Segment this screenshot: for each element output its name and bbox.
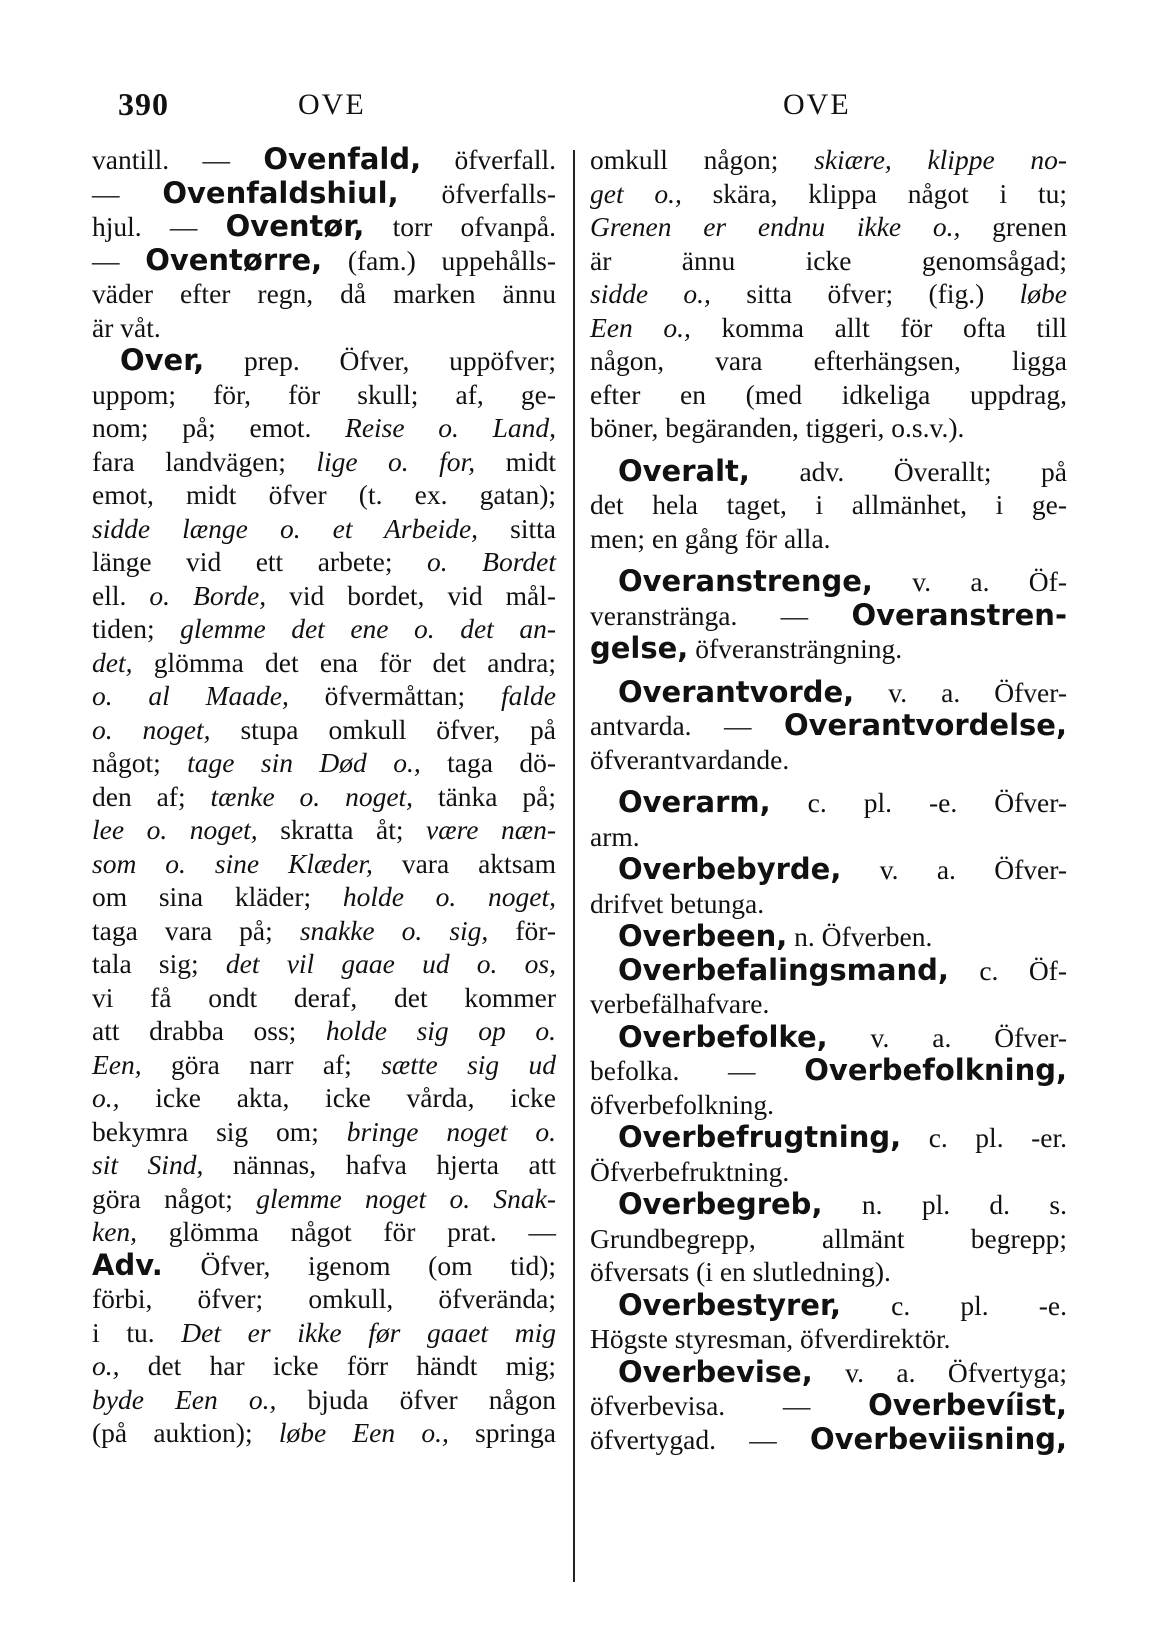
headword: Over, [120,343,205,377]
example-phrase: skiære, klippe no- [814,144,1067,175]
line-text: drifvet betunga. [590,887,765,919]
example-phrase: løbe Een o., [278,1417,449,1448]
line-text: efter en (med idkeliga uppdrag, [590,378,1067,410]
dictionary-line [590,676,1067,710]
line-text: taga dö- [420,747,556,778]
line-text: göra narr af; [141,1048,382,1080]
line-text: icke akta, icke vårda, icke [119,1082,556,1113]
line-text: Öfver, igenom (om tid); [162,1249,556,1281]
line-text: är ännu icke genomsågad; [590,244,1067,276]
line-text: vantill. — [92,144,264,175]
line-text: n. pl. d. s. [822,1189,1067,1220]
example-phrase: som o. sine Klæder, [92,847,373,879]
dictionary-line [590,1389,1067,1423]
example-phrase: glemme det ene o. det an- [180,613,556,644]
dictionary-line [92,579,556,613]
example-phrase: holde o. noget, [342,881,556,912]
line-text: ell. [92,579,150,611]
dictionary-line [92,1383,556,1417]
dictionary-line [92,679,556,713]
dictionary-line [92,1416,556,1450]
dictionary-line [590,522,1067,556]
line-text: taga vara på; [92,914,300,946]
line-text: öfverantvardande. [590,743,790,775]
headword: Overbefolke, [618,1019,828,1054]
line-text: fara landvägen; [92,445,317,477]
headword: gelse, [590,631,689,665]
example-phrase: tage sin Død o., [187,747,421,778]
line-text: öfverbevisa. — [590,1390,869,1421]
dictionary-line [92,780,556,814]
line-text: c. pl. -e. Öfver- [770,787,1067,818]
line-text: Högste styresman, öfverdirektör. [590,1323,951,1354]
dictionary-line [92,646,556,680]
example-phrase: o. al Maade, [92,680,289,711]
example-phrase: byde Een o., [92,1383,277,1415]
dictionary-line [590,987,1067,1021]
example-phrase: være næn- [426,814,556,845]
line-text: öfvermåttan; [288,680,501,711]
dictionary-line [590,599,1067,633]
dictionary-line [92,880,556,914]
line-text: väder efter regn, då marken ännu [92,278,556,309]
example-phrase: holde sig op o. [325,1015,556,1046]
dictionary-line [92,445,556,479]
dictionary-line [92,1148,556,1182]
dictionary-line [590,887,1067,921]
line-text: öfverfall. [421,144,556,175]
line-text: vid bordet, vid mål- [266,579,556,611]
line-text: — [92,244,146,276]
dictionary-line [590,632,1067,666]
dictionary-line [590,1021,1067,1055]
line-text: glömma det ena för det andra; [132,646,556,678]
example-phrase: Det er ikke før gaaet mig [181,1316,557,1348]
line-text: arm. [590,820,640,852]
dictionary-line [92,277,556,311]
column-divider [573,150,575,1582]
example-phrase: det vil gaae ud o. os, [225,948,556,979]
example-phrase: tænke o. noget, [210,780,414,812]
headword: Overbefalingsmand, [618,952,949,987]
example-phrase: o. Bordet [427,546,556,577]
dictionary-line [590,743,1067,777]
left-column [92,143,556,1450]
example-phrase: Een, [92,1048,142,1080]
line-text: adv. Överallt; på [749,455,1067,487]
example-phrase: bringe noget o. [346,1115,556,1147]
line-text: verbefälhafvare. [590,988,770,1019]
line-text: antvarda. — [590,710,784,741]
dictionary-line [590,786,1067,820]
example-phrase: o., [92,1350,120,1381]
line-text: något; [92,747,188,778]
line-text: — [92,177,163,209]
dictionary-line [590,1255,1067,1289]
example-phrase: sidde længe o. et Arbeide, [92,512,479,544]
dictionary-line [590,1088,1067,1122]
headword: Overanstren- [851,597,1067,632]
page-number: 390 [118,86,169,122]
dictionary-line [92,1014,556,1048]
line-text: förbi, öfver; omkull, öfverända; [92,1283,556,1314]
line-text: midt [475,445,556,477]
line-text: men; en gång för alla. [590,522,831,554]
line-text: öfveransträngning. [688,633,903,664]
line-text: tala sig; [92,948,226,979]
dictionary-line [92,713,556,747]
line-text: öfverbefolkning. [590,1088,775,1120]
example-phrase: lee o. noget, [92,814,258,845]
dictionary-line [590,1188,1067,1222]
headword: Adv. [92,1247,163,1282]
line-text: göra något; [92,1182,257,1214]
dictionary-line [590,344,1067,378]
example-phrase: o. noget, [92,713,211,745]
line-text: v. a. Öfver- [827,1021,1067,1053]
line-text: vi få ondt deraf, det kommer [92,981,556,1013]
example-phrase: sit Sind, [92,1149,204,1180]
line-text: är våt. [92,311,161,343]
dictionary-line [590,411,1067,445]
dictionary-line [92,1182,556,1216]
dictionary-line [590,853,1067,887]
dictionary-line [590,244,1067,278]
dictionary-line [92,478,556,512]
line-text: uppom; för, för skull; af, ge- [92,378,556,410]
dictionary-line [92,244,556,278]
running-head-left: OVE [298,88,366,121]
dictionary-line [92,1349,556,1383]
line-text: prep. Öfver, uppöfver; [204,345,556,376]
example-phrase: glemme noget o. Snak- [256,1182,556,1214]
line-text: länge vid ett arbete; [92,546,428,577]
line-text: skära, klippa något i tu; [681,177,1067,209]
line-text: glömma något för prat. — [137,1216,556,1247]
headword: Overbeen, [618,919,788,953]
dictionary-line [92,1048,556,1082]
line-text: sitta [478,512,556,544]
line-text: c. pl. -er. [901,1122,1067,1153]
line-text: vara aktsam [372,847,556,879]
line-text: torr ofvanpå. [364,211,556,242]
line-text: om sina kläder; [92,881,343,912]
headword: Overbevise, [618,1354,813,1389]
dictionary-line [92,1249,556,1283]
line-text: Öfverbefruktning. [590,1155,790,1187]
line-text: böner, begäranden, tiggeri, o.s.v.). [590,412,965,443]
headword: Ovenfaldshiul, [162,175,399,210]
dictionary-line [590,565,1067,599]
dictionary-line [590,820,1067,854]
dictionary-line [590,709,1067,743]
line-text: öfversats (i en slutledning). [590,1256,891,1287]
headword: Overbegreb, [618,1187,823,1221]
line-text: omkull någon; [590,144,815,175]
line-text: någon, vara efterhängsen, ligga [590,345,1067,376]
dictionary-line [590,1054,1067,1088]
line-text: (på auktion); [92,1417,279,1448]
line-text: n. Öfverben. [787,921,933,952]
line-text: stupa omkull öfver, på [210,713,556,745]
dictionary-line [590,1322,1067,1356]
dictionary-line [92,311,556,345]
line-text: skratta åt; [257,814,427,845]
example-phrase: Een o., [590,311,691,343]
line-text: att drabba oss; [92,1015,326,1046]
line-text: springa [448,1417,556,1448]
running-head-right: OVE [783,88,851,121]
line-text: veranstränga. — [590,599,852,631]
dictionary-line [92,1115,556,1149]
dictionary-line [92,1316,556,1350]
headword: Overbefrugtning, [618,1120,902,1154]
dictionary-line [92,1215,556,1249]
dictionary-line [92,210,556,244]
example-phrase: lige o. for, [316,445,476,477]
example-phrase: get o., [590,177,682,209]
headword: Overbestyrer, [618,1287,842,1322]
dictionary-line [92,411,556,445]
line-text: den af; [92,780,211,812]
dictionary-line [590,277,1067,311]
line-text: befolka. — [590,1055,805,1086]
dictionary-line [590,1222,1067,1256]
line-text: v. a. Öfver- [854,676,1067,708]
example-phrase: ken, [92,1216,138,1247]
dictionary-line [590,1423,1067,1457]
dictionary-line [92,612,556,646]
dictionary-line [92,947,556,981]
dictionary-line [590,488,1067,522]
line-text: v. a. Öfver- [841,854,1067,885]
dictionary-line [92,378,556,412]
dictionary-line [92,344,556,378]
line-text: c. pl. -e. [841,1289,1067,1321]
dictionary-line [590,1121,1067,1155]
headword: Overantvordelse, [783,708,1067,742]
example-phrase: det, [92,646,133,678]
example-phrase: løbe [1019,278,1067,309]
headword: Overalt, [618,453,750,488]
headword: Oventørre, [145,242,323,277]
dictionary-line [590,1356,1067,1390]
dictionary-line [92,847,556,881]
headword: Overbebyrde, [618,852,842,886]
line-text: för- [488,914,556,946]
headword: Overbeviisning, [809,1421,1067,1456]
dictionary-line [92,981,556,1015]
line-text: tänka på; [413,780,557,812]
headword: Overbevíist, [868,1388,1067,1422]
dictionary-line [590,1289,1067,1323]
line-text: v. a. Öf- [872,566,1067,597]
dictionary-line [92,914,556,948]
dictionary-line [590,143,1067,177]
line-text: grenen [960,211,1067,242]
line-text: v. a. Öfvertyga; [812,1356,1067,1388]
headword: Oventør, [225,209,365,243]
headword: Overbefolkning, [804,1053,1067,1087]
headword: Overarm, [618,785,771,819]
dictionary-line [92,1282,556,1316]
line-text: bekymra sig om; [92,1115,347,1147]
line-text: (fam.) uppehålls- [322,244,557,276]
example-phrase: falde [501,680,556,711]
dictionary-line [92,143,556,177]
line-text: i tu. [92,1316,182,1348]
dictionary-line [92,177,556,211]
dictionary-line [92,813,556,847]
line-text: öfverfalls- [398,177,556,209]
dictionary-line [590,455,1067,489]
dictionary-line [590,210,1067,244]
dictionary-line [590,177,1067,211]
dictionary-line [590,1155,1067,1189]
example-phrase: Grenen er endnu ikke o., [590,211,961,242]
headword: Overanstrenge, [618,564,873,598]
line-text: hjul. — [92,211,226,242]
right-column [590,143,1067,1456]
example-phrase: o., [92,1082,120,1113]
dictionary-line [590,954,1067,988]
line-text: öfvertygad. — [590,1423,810,1455]
line-text: nännas, hafva hjerta att [203,1149,556,1180]
dictionary-line [92,512,556,546]
line-text: det hela taget, i allmänhet, i ge- [590,489,1067,520]
dictionary-line [92,545,556,579]
line-text: tiden; [92,613,181,644]
headword: Overantvorde, [618,674,855,709]
example-phrase: sætte sig ud [381,1048,557,1080]
line-text: komma allt för ofta till [690,311,1067,343]
dictionary-line [590,378,1067,412]
headword: Ovenfald, [263,142,422,176]
line-text: nom; på; emot. [92,412,346,443]
example-phrase: Reise o. Land, [345,412,556,443]
line-text: bjuda öfver någon [276,1383,556,1415]
line-text: sitta öfver; (fig.) [710,278,1020,309]
example-phrase: o. Borde, [149,579,267,611]
line-text: det har icke förr händt mig; [119,1350,556,1381]
dictionary-line [92,1081,556,1115]
line-text: Grundbegrepp, allmänt begrepp; [590,1222,1067,1254]
line-text: emot, midt öfver (t. ex. gatan); [92,479,556,510]
line-text: c. Öf- [948,954,1067,986]
dictionary-line [590,920,1067,954]
dictionary-line [92,746,556,780]
dictionary-line [590,311,1067,345]
example-phrase: sidde o., [590,278,711,309]
example-phrase: snakke o. sig, [299,914,489,946]
